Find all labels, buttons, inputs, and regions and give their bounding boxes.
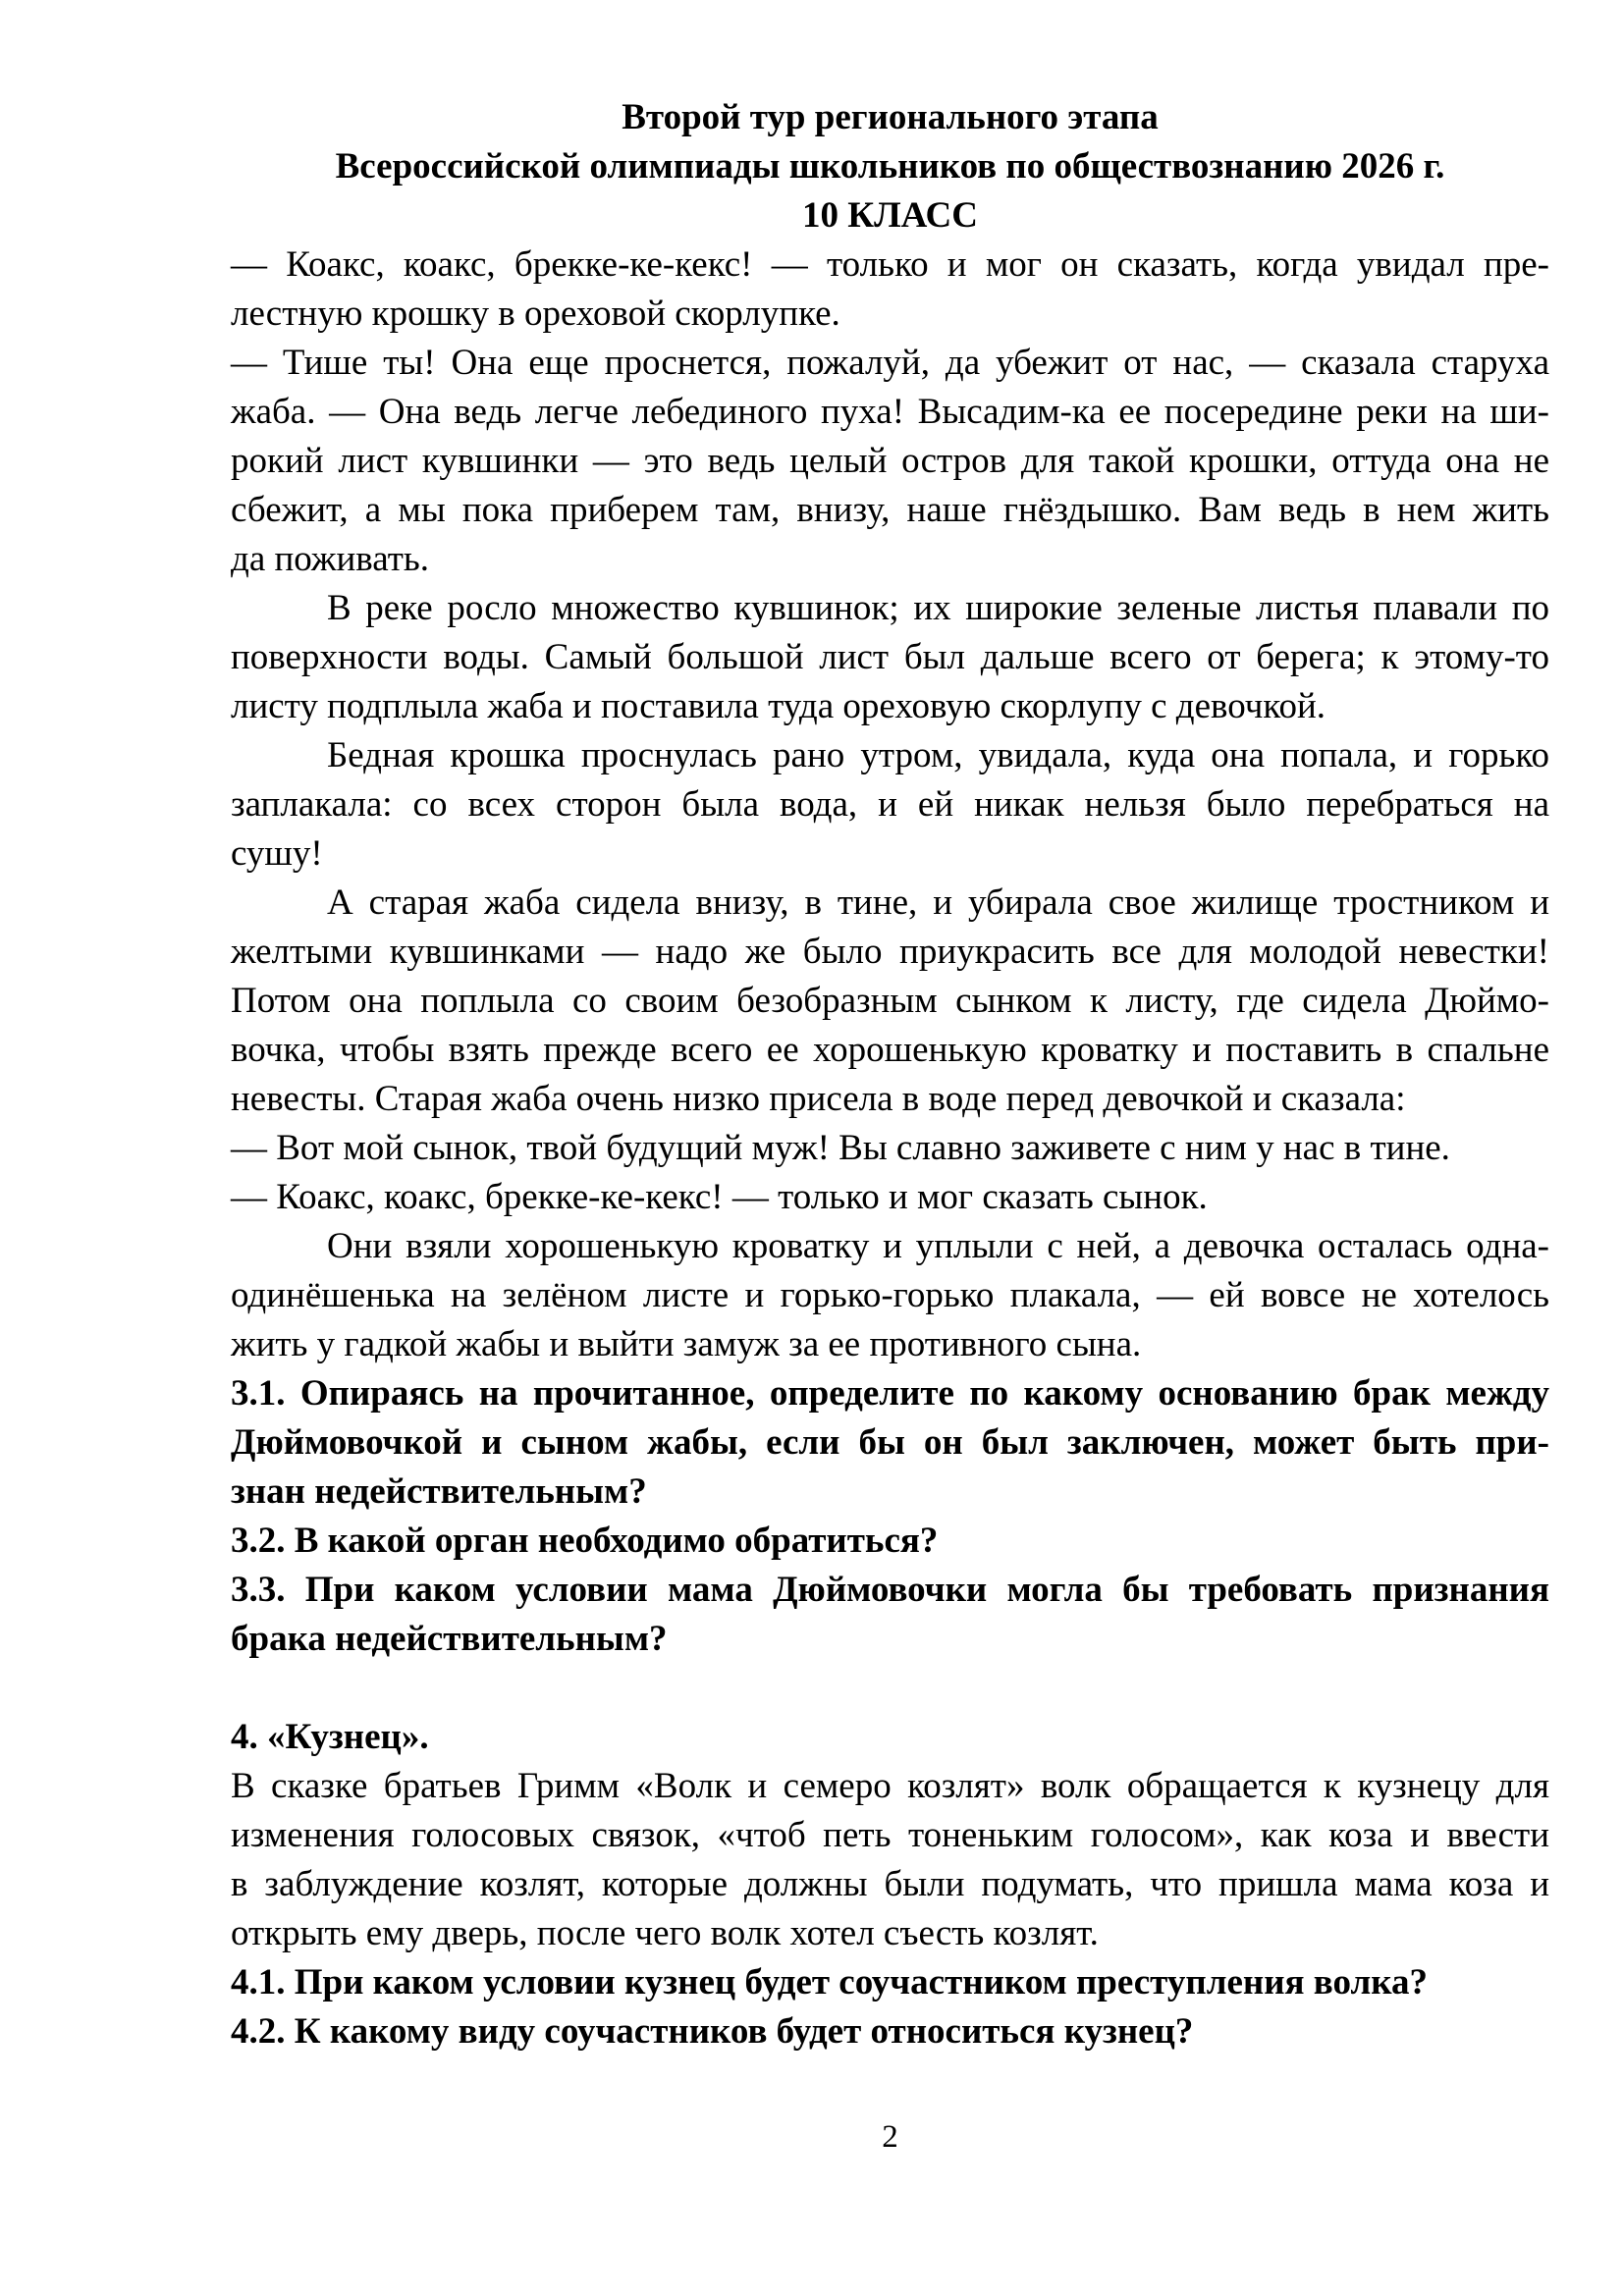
story-paragraph-poor-baby xyxy=(231,731,1549,879)
dialogue-toad-son-intro xyxy=(231,1124,1549,1173)
text-line: Потом она поплыла со своим безобразным сынком к листу, где сидела Дюймо- xyxy=(231,981,1549,1021)
text-line: 3.2. В какой орган необходимо обратиться? xyxy=(231,1521,939,1561)
text-line: А старая жаба сидела внизу, в тине, и убирала свое жилище тростником и xyxy=(327,882,1549,923)
text-line: В реке росло множество кувшинок; их широкие зеленые листья плавали по xyxy=(327,588,1549,628)
text-line: рокий лист кувшинки — это ведь целый остров для такой крошки, оттуда она не xyxy=(231,441,1549,481)
text-line: 3.3. При каком условии мама Дюймовочки могла бы требовать признания xyxy=(231,1570,1549,1610)
task-4-text xyxy=(231,1762,1549,1958)
text-line: 4.1. При каком условии кузнец будет соучастником преступления волка? xyxy=(231,1962,1429,2002)
text-line: невесты. Старая жаба очень низко присела в воде перед девочкой и сказала: xyxy=(231,1079,1406,1119)
text-line: — Вот мой сынок, твой будущий муж! Вы славно заживете с ним у нас в тине. xyxy=(231,1128,1450,1168)
text-line: лестную крошку в ореховой скорлупке. xyxy=(231,294,840,334)
story-paragraph-old-toad-home xyxy=(231,879,1549,1124)
title-line-3: 10 КЛАСС xyxy=(802,195,978,236)
title-line-1: Второй тур регионального этапа xyxy=(622,97,1159,137)
text-line: брака недействительным? xyxy=(231,1619,668,1659)
text-line: заплакала: со всех сторон была вода, и ей никак нельзя было перебраться на xyxy=(231,784,1549,825)
page-number: 2 xyxy=(882,2119,898,2155)
text-line: сушу! xyxy=(231,833,323,874)
text-line: Они взяли хорошенькую кроватку и уплыли с ней, а девочка осталась одна- xyxy=(327,1226,1549,1266)
text-line: жить у гадкой жабы и выйти замуж за ее противного сына. xyxy=(231,1324,1142,1364)
story-paragraph-river xyxy=(231,584,1549,731)
text-line: в заблуждение козлят, которые должны были подумать, что пришла мама коза и xyxy=(231,1864,1549,1904)
text-line: изменения голосовых связок, «чтоб петь тоненьким голосом», как коза и ввести xyxy=(231,1815,1549,1855)
dialogue-frog-son-1 xyxy=(231,240,1549,339)
text-line: 3.1. Опираясь на прочитанное, определите по какому основанию брак между xyxy=(231,1373,1549,1414)
text-line: сбежит, а мы пока приберем там, внизу, наше гнёздышко. Вам ведь в нем жить xyxy=(231,490,1549,530)
question-4-2 xyxy=(231,2007,1549,2056)
text-line: знан недействительным? xyxy=(231,1471,647,1512)
text-line: — Коакс, коакс, брекке-ке-кекс! — только и мог сказать сынок. xyxy=(231,1177,1208,1217)
text-line: — Тише ты! Она еще проснется, пожалуй, да убежит от нас, — сказала старуха xyxy=(231,343,1549,383)
story-paragraph-bed-taken xyxy=(231,1222,1549,1369)
question-3-1 xyxy=(231,1369,1549,1517)
text-line: желтыми кувшинками — надо же было приукрасить все для молодой невестки! xyxy=(231,932,1549,972)
text-line: листу подплыла жаба и поставила туда ореховую скорлупу с девочкой. xyxy=(231,686,1326,726)
question-4-1 xyxy=(231,1958,1549,2007)
document-text-block xyxy=(231,93,1549,2056)
text-line: одинёшенька на зелёном листе и горько-горько плакала, — ей вовсе не хотелось xyxy=(231,1275,1549,1315)
text-line: да поживать. xyxy=(231,539,429,579)
text-line: 4.2. К какому виду соучастников будет относиться кузнец? xyxy=(231,2011,1194,2052)
dialogue-old-toad xyxy=(231,339,1549,584)
text-line: открыть ему дверь, после чего волк хотел съесть козлят. xyxy=(231,1913,1099,1953)
blank-line xyxy=(231,1664,1549,1713)
text-line: поверхности воды. Самый большой лист был дальше всего от берега; к этому-то xyxy=(231,637,1549,677)
text-line: Бедная крошка проснулась рано утром, увидала, куда она попала, и горько xyxy=(327,735,1549,775)
text-line: вочка, чтобы взять прежде всего ее хорошенькую кроватку и поставить в спальне xyxy=(231,1030,1549,1070)
text-line: жаба. — Она ведь легче лебединого пуха! Высадим-ка ее посередине реки на ши- xyxy=(231,392,1549,432)
title-line-2: Всероссийской олимпиады школьников по обществознанию 2026 г. xyxy=(335,146,1445,187)
dialogue-frog-son-2 xyxy=(231,1173,1549,1222)
text-line: — Коакс, коакс, брекке-ке-кекс! — только и мог он сказать, когда увидал пре- xyxy=(231,244,1549,285)
task-4-heading xyxy=(231,1713,1549,1762)
question-3-2 xyxy=(231,1517,1549,1566)
document-title xyxy=(231,93,1549,240)
question-3-3 xyxy=(231,1566,1549,1664)
text-line: Дюймовочкой и сыном жабы, если бы он был заключен, может быть при- xyxy=(231,1422,1549,1463)
text-line: 4. «Кузнец». xyxy=(231,1717,429,1757)
text-line: В сказке братьев Гримм «Волк и семеро козлят» волк обращается к кузнецу для xyxy=(231,1766,1549,1806)
